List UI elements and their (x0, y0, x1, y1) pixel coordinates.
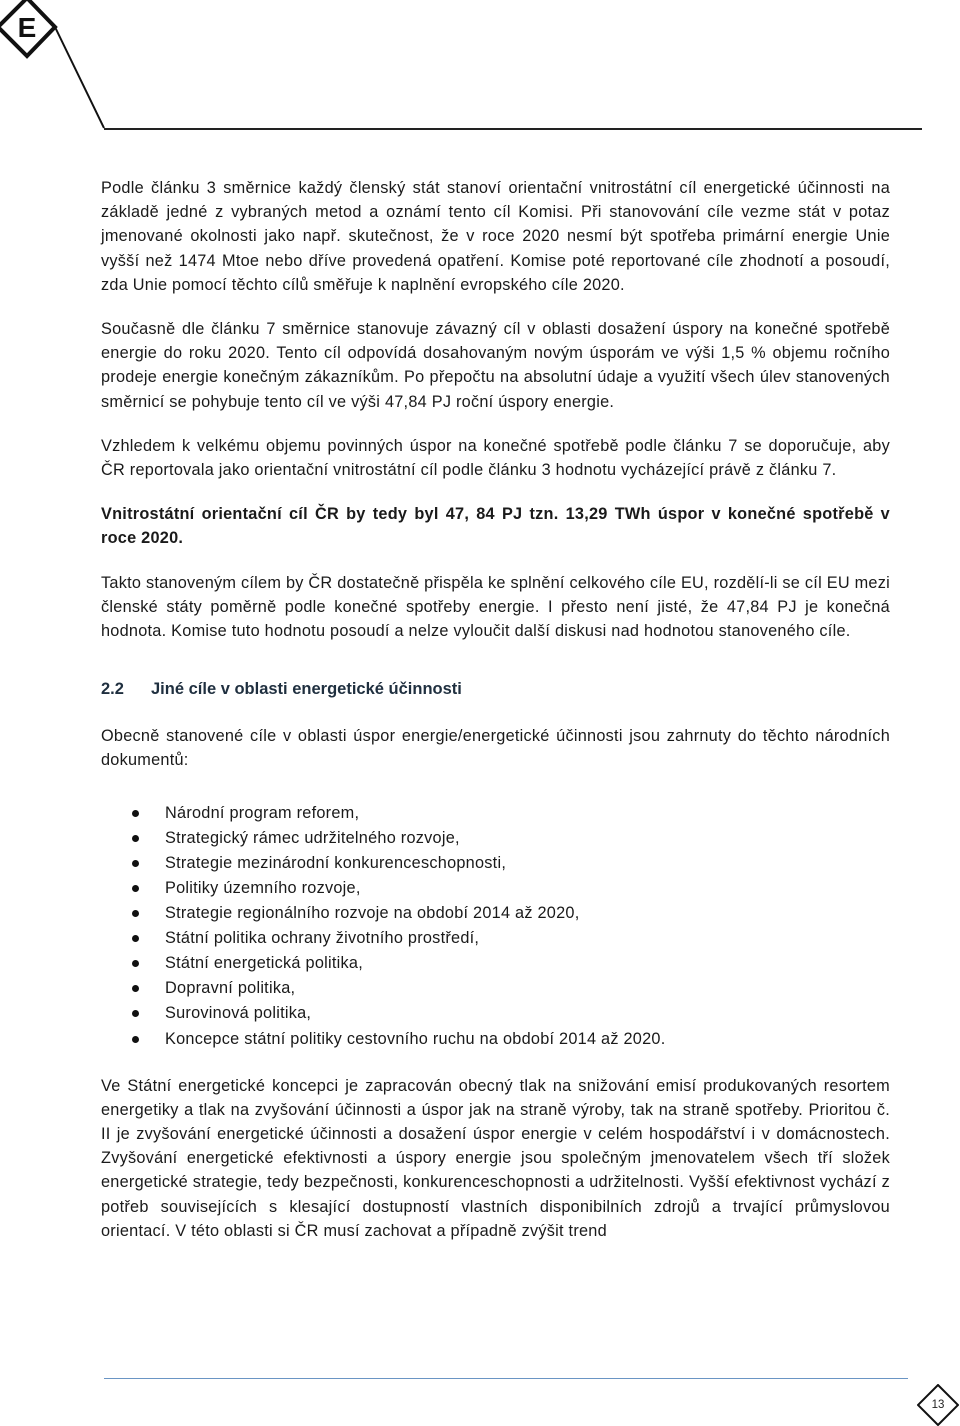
list-item-text: Národní program reforem, (165, 803, 360, 822)
list-item (101, 901, 890, 926)
paragraph-national-target: Vnitrostátní orientační cíl ČR by tedy byl 47, 84 PJ tzn. 13,29 TWh úspor v konečné spotřebě v roce 2020. (101, 505, 890, 548)
list-item (101, 876, 890, 901)
footer-divider (104, 1378, 908, 1379)
paragraph-documents-intro: Obecně stanovené cíle v oblasti úspor energie/energetické účinnosti jsou zahrnuty do těchto národních dokumentů: (101, 727, 890, 770)
hexagon-e-logo (0, 0, 130, 135)
list-item (101, 976, 890, 1001)
bullet-icon (132, 885, 139, 892)
bullet-icon (132, 810, 139, 817)
list-item-text: Státní politika ochrany životního prostředí, (165, 929, 480, 948)
list-item (101, 801, 890, 826)
section-heading (101, 678, 890, 700)
list-item-text: Dopravní politika, (165, 979, 296, 998)
list-item-text: Státní energetická politika, (165, 954, 363, 973)
list-item-text: Strategie mezinárodní konkurenceschopnosti, (165, 853, 507, 872)
list-item (101, 926, 890, 951)
bullet-icon (132, 1010, 139, 1017)
list-item-text: Surovinová politika, (165, 1004, 312, 1023)
bullet-icon (132, 835, 139, 842)
bullet-icon (132, 860, 139, 867)
bullet-icon (132, 1036, 139, 1043)
header-divider (104, 128, 922, 130)
bullet-icon (132, 910, 139, 917)
list-item (101, 951, 890, 976)
list-item (101, 826, 890, 851)
page-content (101, 176, 890, 1243)
section-title: Jiné cíle v oblasti energetické účinnosti (151, 680, 462, 699)
list-item-text: Strategický rámec udržitelného rozvoje, (165, 828, 460, 847)
paragraph-article-7: Současně dle článku 7 směrnice stanovuje závazný cíl v oblasti dosažení úspory na konečné spotřebě energie do roku 2020. Tento cíl odpovídá dosahovaným novým úsporám ve výši 1,5 % objemu ročního prodeje energie konečným zákazníkům. Po přepočtu na absolutní údaje a využití všech úlev stanovených směrnicí se pohybuje tento cíl ve výši 47,84 PJ roční úspory energie. (101, 320, 890, 411)
page-number: 13 (931, 1399, 945, 1411)
paragraph-state-energy-concept: Ve Státní energetické koncepci je zapracován obecný tlak na snižování emisí produkovaných resortem energetiky a tlak na zvyšování účinnosti a úspor jak na straně výroby, tak na straně spotřeby. Prioritou č. II je zvyšování energetické účinnosti a dosažení úspor energie v celém hospodářství i v domácnostech. Zvyšování energetické efektivnosti a úspory energie jsou společným jmenovatelem všech tří složek energetické strategie, tedy bezpečnosti, konkurenceschopnosti a udržitelnosti. Vyšší efektivnost vychází z potřeb souvisejících s klesající dostupností vlastních disponibilních zdrojů a trvající průmyslovou orientací. V této oblasti si ČR musí zachovat a případně zvýšit trend (101, 1076, 890, 1240)
paragraph-recommendation: Vzhledem k velkému objemu povinných úspor na konečné spotřebě podle článku 7 se doporučuje, aby ČR reportovala jako orientační vnitrostátní cíl podle článku 3 hodnotu vycházející právě z článku 7. (101, 436, 890, 480)
list-item (101, 1001, 890, 1026)
paragraph-article-3: Podle článku 3 směrnice každý členský stát stanoví orientační vnitrostátní cíl energetické účinnosti na základě jedné z vybraných metod a oznámí tento cíl Komisi. Při stanovování cíle vezme stát v potaz jmenované okolnosti jako např. skutečnost, že v roce 2020 nesmí být spotřeba primární energie Unie vyšší než 1474 Mtoe nebo dříve provedená opatření. Komise poté reportované cíle zhodnotí a posoudí, zda Unie pomocí těchto cílů směřuje k naplnění evropského cíle 2020. (101, 179, 890, 294)
bullet-icon (132, 960, 139, 967)
list-item (101, 1027, 890, 1052)
section-number: 2.2 (101, 680, 124, 699)
document-list (101, 801, 890, 1052)
bullet-icon (132, 985, 139, 992)
bullet-icon (132, 935, 139, 942)
list-item-text: Koncepce státní politiky cestovního ruchu na období 2014 až 2020. (165, 1029, 666, 1048)
list-item-text: Politiky územního rozvoje, (165, 878, 361, 897)
list-item-text: Strategie regionálního rozvoje na období 2014 až 2020, (165, 904, 580, 923)
logo-letter: E (17, 12, 37, 43)
list-item (101, 851, 890, 876)
paragraph-eu-contribution: Takto stanoveným cílem by ČR dostatečně přispěla ke splnění celkového cíle EU, rozdělí-li se cíl EU mezi členské státy poměrně podle konečné spotřeby energie. I přesto není jisté, že 47,84 PJ je konečná hodnota. Komise tuto hodnotu posoudí a nelze vyloučit další diskusi nad hodnotou stanoveného cíle. (101, 573, 890, 641)
